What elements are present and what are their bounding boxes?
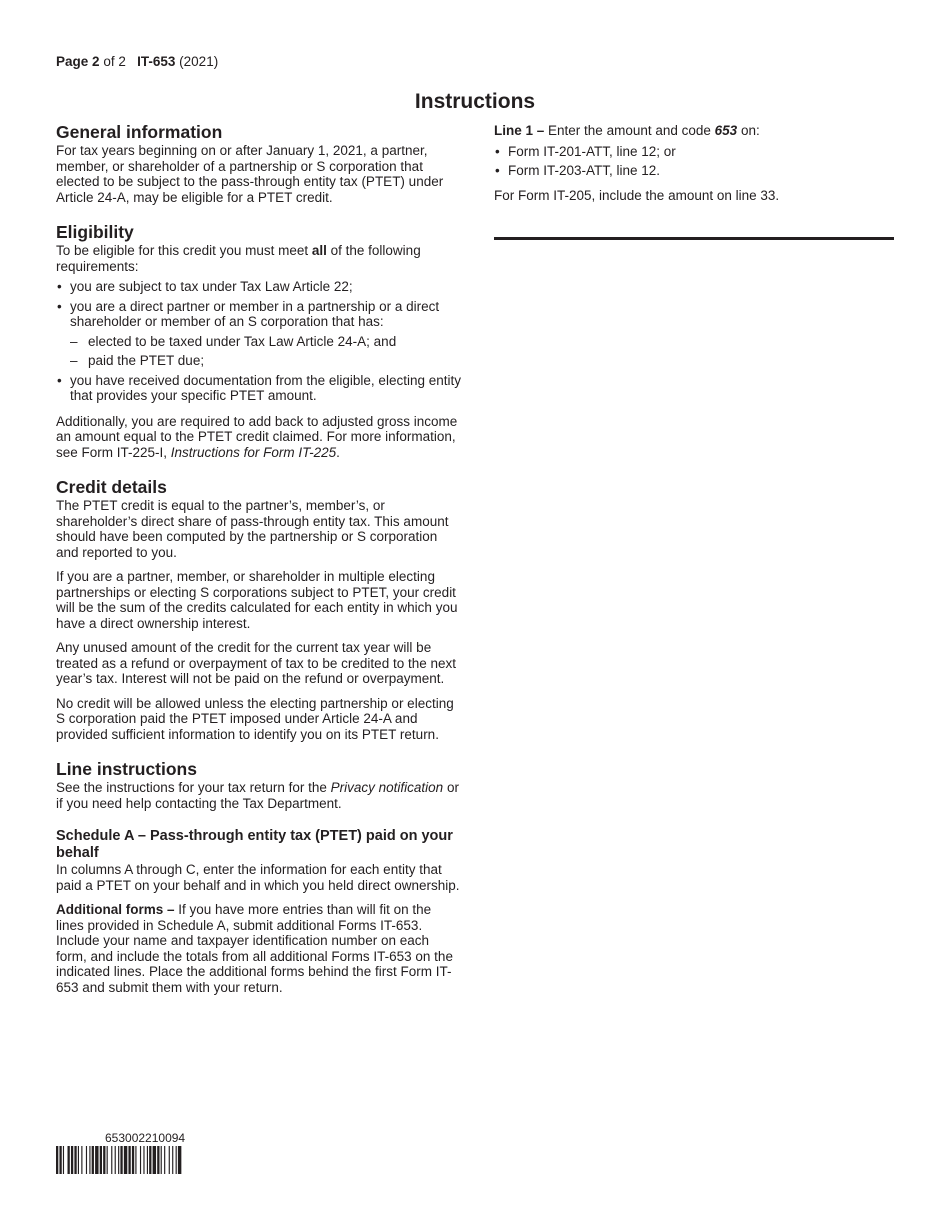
- barcode-image: [56, 1146, 240, 1174]
- barcode-bar: [68, 1146, 70, 1174]
- barcode-bar: [92, 1146, 94, 1174]
- line-instructions-heading: Line instructions: [56, 759, 197, 779]
- barcode-bar: [78, 1146, 79, 1174]
- additional-forms-text: Additional forms – If you have more entries than will fit on the lines provided in Schedule A, submit additional Forms IT-653. Include your name and taxpayer identification number on each form, and include the totals from all additional Forms IT-653 on the indicated lines. Place the additional forms behind the first Form IT-653 and submit them with your return.: [56, 902, 453, 995]
- line1-note: For Form IT-205, include the amount on line 33.: [494, 187, 780, 203]
- barcode-bar: [164, 1146, 165, 1174]
- eligibility-sublist: [56, 334, 461, 369]
- general-text: For tax years beginning on or after January 1, 2021, a partner, member, or shareholder of a partnership or S corporation that elected to be subject to the pass-through entity tax (PTET) under Article 24-A, may be eligible for a PTET credit.: [56, 143, 444, 205]
- page-total: of 2: [103, 54, 126, 69]
- eligibility-intro: To be eligible for this credit you must meet all of the following requirements:: [56, 243, 421, 274]
- barcode-bar: [120, 1146, 122, 1174]
- barcode-bar: [95, 1146, 98, 1174]
- barcode-bar: [81, 1146, 82, 1174]
- list-item: • Form IT-201-ATT, line 12; or: [495, 143, 676, 159]
- list-item: • you have received documentation from the eligible, electing entity that provides your specific PTET amount.: [57, 372, 461, 403]
- barcode-bar: [176, 1146, 177, 1174]
- credit-paragraph: If you are a partner, member, or shareholder in multiple electing partnerships or electing S corporations subject to PTET, your credit will be the sum of the credits calculated for each entity in which you have a direct ownership interest.: [56, 569, 458, 631]
- eligibility-heading: Eligibility: [56, 222, 134, 242]
- barcode-bar: [63, 1146, 64, 1174]
- barcode-bar: [115, 1146, 116, 1174]
- list-item: • you are a direct partner or member in a partnership or a direct shareholder or member of an S corporation that has:: [57, 298, 440, 329]
- barcode-bar: [132, 1146, 134, 1174]
- credit-paragraph: The PTET credit is equal to the partner’s, member’s, or shareholder’s direct share of pass-through entity tax. This amount should have been computed by the partnership or S corporation and reported to you.: [56, 498, 449, 560]
- list-item: • Form IT-203-ATT, line 12.: [495, 163, 661, 178]
- barcode-bar: [161, 1146, 162, 1174]
- barcode-bar: [128, 1146, 130, 1174]
- barcode-bar: [103, 1146, 105, 1174]
- list-item: – elected to be taxed under Tax Law Article 24-A; and: [70, 333, 397, 349]
- eligibility-additional: Additionally, you are required to add back to adjusted gross income an amount equal to the PTET credit claimed. For more information, see Form IT-225-I, Instructions for Form IT-225.: [56, 413, 458, 460]
- page-label: Page: [56, 54, 89, 69]
- eligibility-list: [56, 279, 461, 330]
- credit-paragraph: No credit will be allowed unless the electing partnership or electing S corporation paid the PTET imposed under Article 24-A and provided sufficient information to identify you on its PTET return.: [56, 695, 454, 742]
- barcode-bar: [172, 1146, 173, 1174]
- list-item: – paid the PTET due;: [70, 353, 205, 368]
- line1-text: Line 1 – Enter the amount and code 653 on:: [494, 123, 760, 138]
- page-title: Instructions: [414, 90, 536, 113]
- barcode-bar: [178, 1146, 181, 1174]
- schedule-a-heading: Schedule A – Pass-through entity tax (PTET) paid on your behalf: [56, 828, 453, 861]
- barcode-bar: [149, 1146, 151, 1174]
- right-column: [494, 123, 894, 203]
- barcode-bar: [157, 1146, 159, 1174]
- barcode-bar: [107, 1146, 108, 1174]
- barcode-bar: [143, 1146, 144, 1174]
- barcode-bar: [140, 1146, 141, 1174]
- barcode-bar: [147, 1146, 148, 1174]
- page-number: 2: [92, 54, 100, 69]
- general-heading: General information: [56, 122, 223, 142]
- left-column: [56, 122, 461, 995]
- credit-heading: Credit details: [56, 477, 167, 497]
- credit-paragraph: Any unused amount of the credit for the current tax year will be treated as a refund or overpayment of tax to be credited to the next year’s tax. Interest will not be paid on the refund or overpayment.: [56, 640, 456, 686]
- barcode-bar: [100, 1146, 102, 1174]
- divider-rule: [494, 237, 894, 240]
- barcode-number: 653002210094: [105, 1131, 186, 1145]
- line1-list: [494, 144, 894, 179]
- barcode-bar: [118, 1146, 119, 1174]
- barcode-bar: [124, 1146, 127, 1174]
- list-item: • you are subject to tax under Tax Law Article 22;: [57, 279, 353, 294]
- barcode-bar: [169, 1146, 170, 1174]
- barcode-bar: [89, 1146, 90, 1174]
- form-year: (2021): [179, 54, 219, 69]
- page-header: [56, 54, 218, 70]
- form-id: IT-653: [137, 54, 176, 69]
- barcode-bar: [59, 1146, 61, 1174]
- barcode-bar: [86, 1146, 87, 1174]
- barcode-bar: [56, 1146, 58, 1174]
- barcode-bar: [153, 1146, 156, 1174]
- line-instructions-text: See the instructions for your tax return for the Privacy notification or if you need help contacting the Tax Department.: [56, 780, 459, 811]
- barcode-bar: [135, 1146, 136, 1174]
- barcode-bar: [111, 1146, 112, 1174]
- barcode-bar: [71, 1146, 73, 1174]
- schedule-a-text: In columns A through C, enter the information for each entity that paid a PTET on your behalf and in which you held direct ownership.: [56, 862, 460, 893]
- barcode-bar: [74, 1146, 76, 1174]
